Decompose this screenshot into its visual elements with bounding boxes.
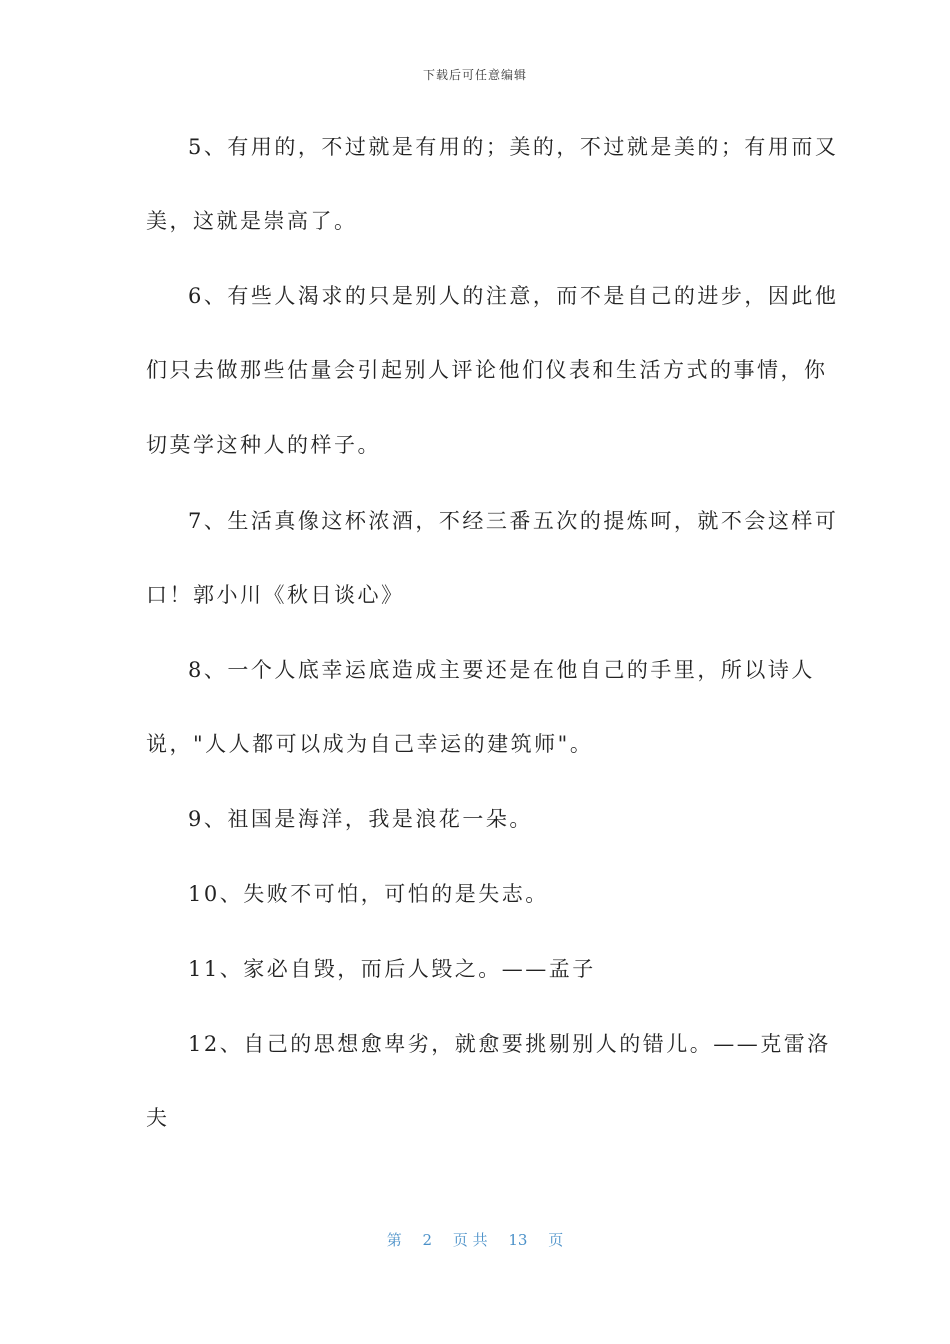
quote-5-line-2: 美，这就是崇高了。 [146, 209, 358, 233]
footer-prefix: 第 [386, 1231, 402, 1249]
total-page-count: 13 [508, 1231, 528, 1249]
quote-5-line-1: 5、有用的，不过就是有用的；美的，不过就是美的；有用而又 [188, 135, 839, 159]
footer-suffix: 页 [548, 1231, 564, 1249]
quote-11: 11、家必自毁，而后人毁之。——孟子 [188, 957, 596, 981]
quote-8-line-1: 8、一个人底幸运底造成主要还是在他自己的手里，所以诗人 [188, 658, 815, 682]
quote-9: 9、祖国是海洋，我是浪花一朵。 [188, 807, 533, 831]
quote-7-line-2: 口！郭小川《秋日谈心》 [146, 583, 405, 607]
quote-7-line-1: 7、生活真像这杯浓酒，不经三番五次的提炼呵，就不会这样可 [188, 509, 839, 533]
quote-8-line-2: 说，"人人都可以成为自己幸运的建筑师"。 [146, 732, 594, 756]
footer-middle: 页 共 [452, 1231, 488, 1249]
quote-12-line-1: 12、自己的思想愈卑劣，就愈要挑剔别人的错儿。——克雷洛 [188, 1032, 831, 1056]
page-footer [0, 1229, 950, 1250]
current-page-number: 2 [422, 1231, 433, 1249]
quote-12-line-2: 夫 [146, 1106, 170, 1130]
quote-6-line-3: 切莫学这种人的样子。 [146, 433, 381, 457]
page-header: 下载后可任意编辑 [422, 68, 527, 82]
quote-6-line-1: 6、有些人渴求的只是别人的注意，而不是自己的进步，因此他 [188, 284, 839, 308]
quote-6-line-2: 们只去做那些估量会引起别人评论他们仪表和生活方式的事情，你 [146, 358, 828, 382]
quote-10: 10、失败不可怕，可怕的是失志。 [188, 882, 549, 906]
